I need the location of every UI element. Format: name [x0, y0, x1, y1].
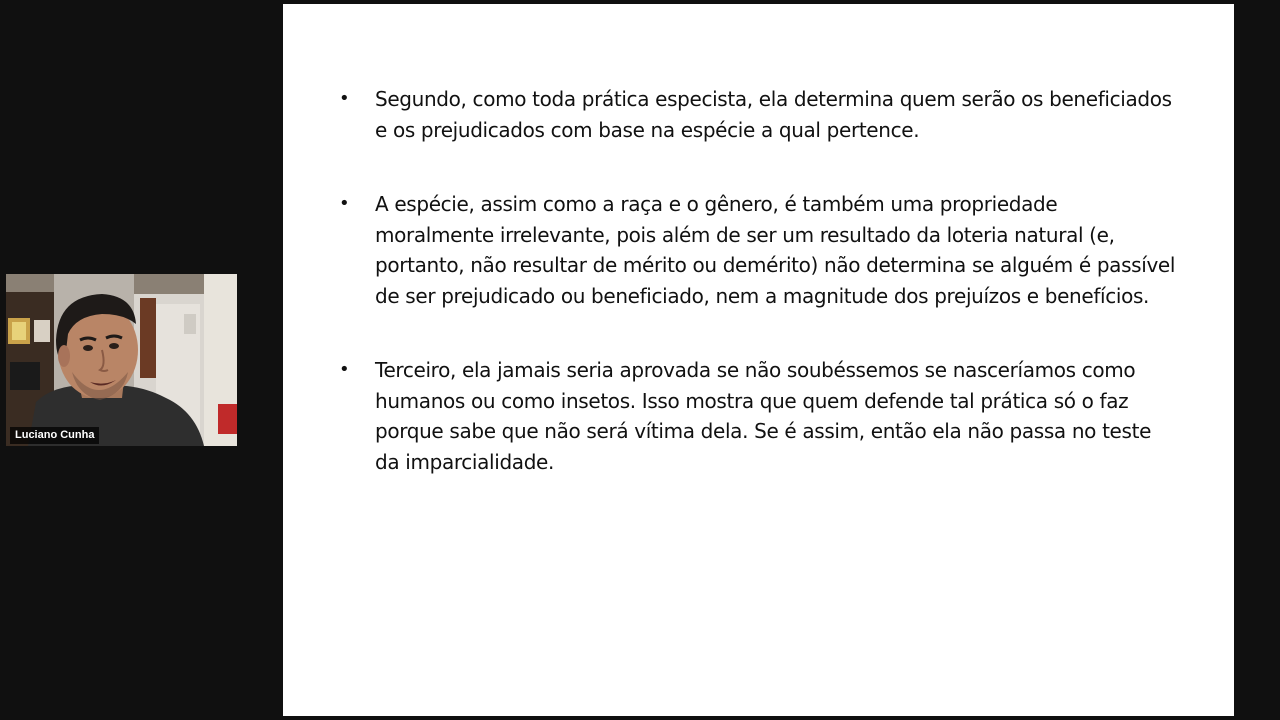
slide-bullet-item — [339, 84, 1179, 145]
participant-video-feed — [6, 274, 237, 446]
shared-presentation-slide — [283, 4, 1234, 716]
slide-bullet-text: A espécie, assim como a raça e o gênero, é também uma propriedade moralmente irrelevante, pois além de ser um resultado da loteria natural (e, portanto, não resultar de mérito ou demérito) não determina se alguém é passível de ser prejudicado ou beneficiado, nem a magnitude dos prejuízos e benefícios. — [375, 192, 1176, 308]
bullet-icon: • — [339, 88, 350, 109]
bullet-icon: • — [339, 359, 350, 380]
slide-bullet-item — [339, 189, 1179, 311]
slide-bullet-list — [339, 84, 1179, 521]
bullet-icon: • — [339, 193, 350, 214]
slide-bullet-text: Segundo, como toda prática especista, ela determina quem serão os beneficiados e os prejudicados com base na espécie a qual pertence. — [375, 87, 1172, 142]
slide-bullet-text: Terceiro, ela jamais seria aprovada se não soubéssemos se nasceríamos como humanos ou como insetos. Isso mostra que quem defende tal prática só o faz porque sabe que não será vítima dela. Se é assim, então ela não passa no teste da imparcialidade. — [375, 358, 1152, 474]
participant-name-label: Luciano Cunha — [10, 427, 99, 444]
participant-video-tile[interactable] — [6, 274, 237, 446]
slide-bullet-item — [339, 355, 1179, 477]
